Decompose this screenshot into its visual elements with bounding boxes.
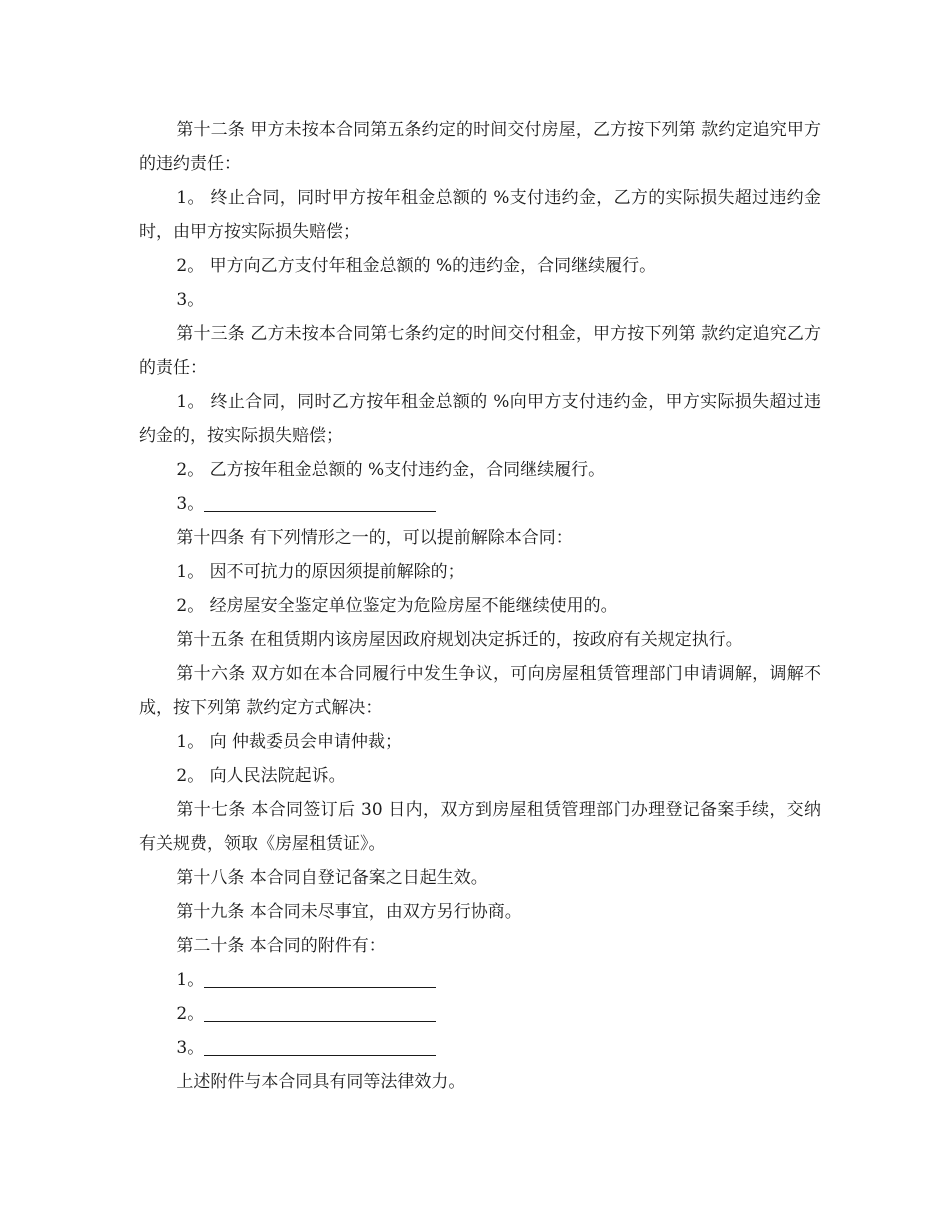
fill-in-blank-line	[204, 969, 436, 988]
clause-19: 第十九条 本合同未尽事宜，由双方另行协商。	[176, 902, 522, 922]
attachment-item-2: 2。	[139, 997, 821, 1031]
clause-15: 第十五条 在租赁期内该房屋因政府规划决定拆迁的，按政府有关规定执行。	[176, 630, 743, 650]
clause-14-item-2: 2。 经房屋安全鉴定单位鉴定为危险房屋不能继续使用的。	[176, 596, 618, 616]
clause-16-heading: 第十六条 双方如在本合同履行中发生争议，可向房屋租赁管理部门申请调解，调解不成，按下列第 款约定方式解决：	[139, 664, 821, 718]
fill-in-blank-line	[204, 1037, 436, 1056]
fill-in-blank-line	[204, 493, 436, 512]
clause-13-item-2: 2。 乙方按年租金总额的 %支付违约金，合同继续履行。	[176, 460, 606, 480]
clause-20-heading: 第二十条 本合同的附件有：	[176, 936, 386, 956]
clause-12-heading: 第十二条 甲方未按本合同第五条约定的时间交付房屋，乙方按下列第 款约定追究甲方的违约责任：	[139, 120, 821, 174]
attachment-item-1: 1。	[139, 963, 821, 997]
clause-13-heading: 第十三条 乙方未按本合同第七条约定的时间交付租金，甲方按下列第 款约定追究乙方的责任：	[139, 324, 821, 378]
clause-13-item-3: 3。	[139, 487, 821, 521]
attachment-validity-statement: 上述附件与本合同具有同等法律效力。	[176, 1072, 466, 1092]
clause-14-heading: 第十四条 有下列情形之一的，可以提前解除本合同：	[176, 528, 573, 548]
fill-in-blank-line	[204, 1003, 436, 1022]
clause-17: 第十七条 本合同签订后 30 日内，双方到房屋租赁管理部门办理登记备案手续，交纳有关规费，领取《房屋租赁证》。	[139, 800, 821, 854]
contract-body	[139, 113, 821, 1099]
clause-18: 第十八条 本合同自登记备案之日起生效。	[176, 868, 488, 888]
clause-13-item-1: 1。 终止合同，同时乙方按年租金总额的 %向甲方支付违约金，甲方实际损失超过违约金的，按实际损失赔偿；	[139, 392, 821, 446]
clause-12-item-1: 1。 终止合同，同时甲方按年租金总额的 %支付违约金，乙方的实际损失超过违约金时，由甲方按实际损失赔偿；	[139, 188, 821, 242]
clause-16-item-2: 2。 向人民法院起诉。	[176, 766, 346, 786]
attachment-item-3: 3。	[139, 1031, 821, 1065]
clause-14-item-1: 1。 因不可抗力的原因须提前解除的；	[176, 562, 465, 582]
clause-12-item-3: 3。	[176, 290, 205, 310]
clause-12-item-2: 2。 甲方向乙方支付年租金总额的 %的违约金，合同继续履行。	[176, 256, 657, 276]
clause-16-item-1: 1。 向 仲裁委员会申请仲裁；	[176, 732, 403, 752]
